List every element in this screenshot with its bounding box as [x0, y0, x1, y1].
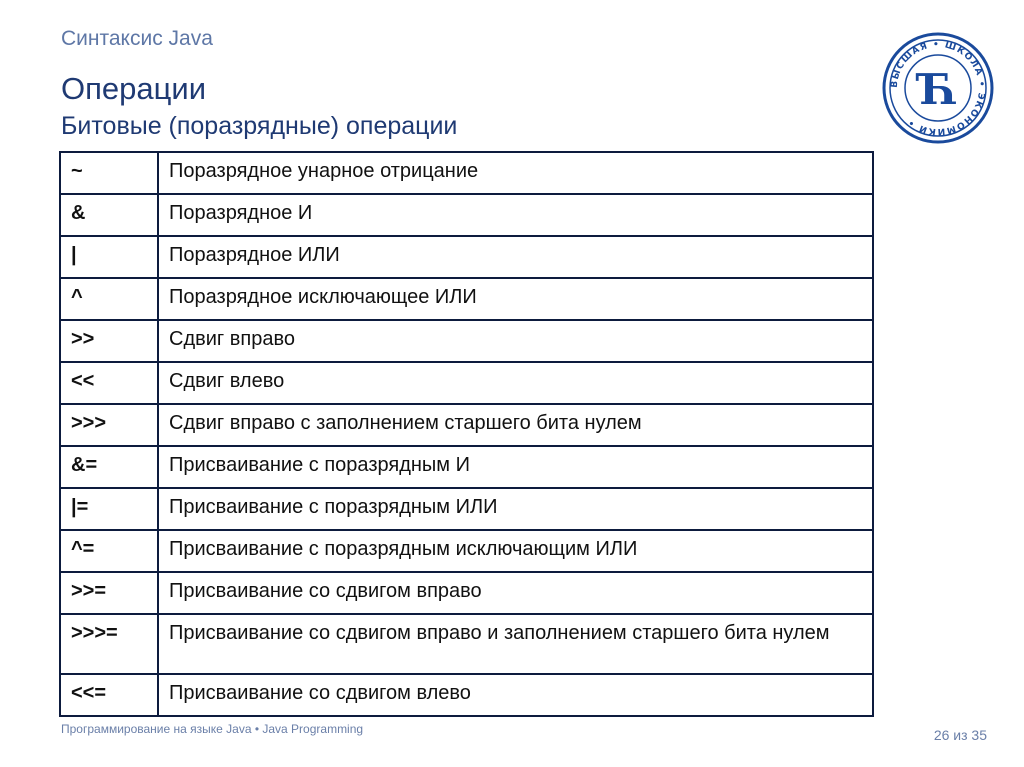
description-cell: Сдвиг вправо с заполнением старшего бита нулем [158, 404, 873, 446]
table-row [60, 446, 873, 488]
description-cell: Поразрядное исключающее ИЛИ [158, 278, 873, 320]
operator-cell: >>> [60, 404, 158, 446]
description-cell: Присваивание с поразрядным ИЛИ [158, 488, 873, 530]
description-cell: Сдвиг влево [158, 362, 873, 404]
operator-cell: &= [60, 446, 158, 488]
bitwise-operations-table [59, 151, 874, 717]
slide-title: Операции [61, 71, 207, 106]
operator-cell: >>>= [60, 614, 158, 674]
table-row [60, 320, 873, 362]
description-cell: Присваивание с поразрядным исключающим ИЛИ [158, 530, 873, 572]
operator-cell: >>= [60, 572, 158, 614]
description-cell: Присваивание с поразрядным И [158, 446, 873, 488]
table-row [60, 572, 873, 614]
operator-cell: | [60, 236, 158, 278]
operator-cell: |= [60, 488, 158, 530]
footer-course: Программирование на языке Java • Java Programming [61, 722, 364, 736]
svg-text:Ћ: Ћ [917, 65, 959, 114]
operator-cell: << [60, 362, 158, 404]
page-number: 26 из 35 [933, 727, 987, 743]
description-cell: Поразрядное унарное отрицание [158, 152, 873, 194]
operator-cell: <<= [60, 674, 158, 716]
table-row [60, 362, 873, 404]
slide-subtitle: Битовые (поразрядные) операции [61, 112, 458, 140]
table-row [60, 404, 873, 446]
table-row [60, 278, 873, 320]
table-row [60, 236, 873, 278]
table-row [60, 194, 873, 236]
description-cell: Присваивание со сдвигом влево [158, 674, 873, 716]
description-cell: Поразрядное ИЛИ [158, 236, 873, 278]
section-label: Синтаксис Java [61, 27, 213, 50]
seal-ring-text: ВЫСШАЯ • ШКОЛА • ЭКОНОМИКИ • [889, 39, 987, 137]
hse-university-seal-icon [882, 32, 994, 144]
operator-cell: ~ [60, 152, 158, 194]
description-cell: Поразрядное И [158, 194, 873, 236]
description-cell: Сдвиг вправо [158, 320, 873, 362]
operator-cell: >> [60, 320, 158, 362]
table-row [60, 488, 873, 530]
table-row [60, 674, 873, 716]
description-cell: Присваивание со сдвигом вправо [158, 572, 873, 614]
table-row [60, 152, 873, 194]
operator-cell: ^ [60, 278, 158, 320]
description-cell: Присваивание со сдвигом вправо и заполнением старшего бита нулем [158, 614, 873, 674]
table-row [60, 530, 873, 572]
operator-cell: ^= [60, 530, 158, 572]
operator-cell: & [60, 194, 158, 236]
table-row [60, 614, 873, 674]
